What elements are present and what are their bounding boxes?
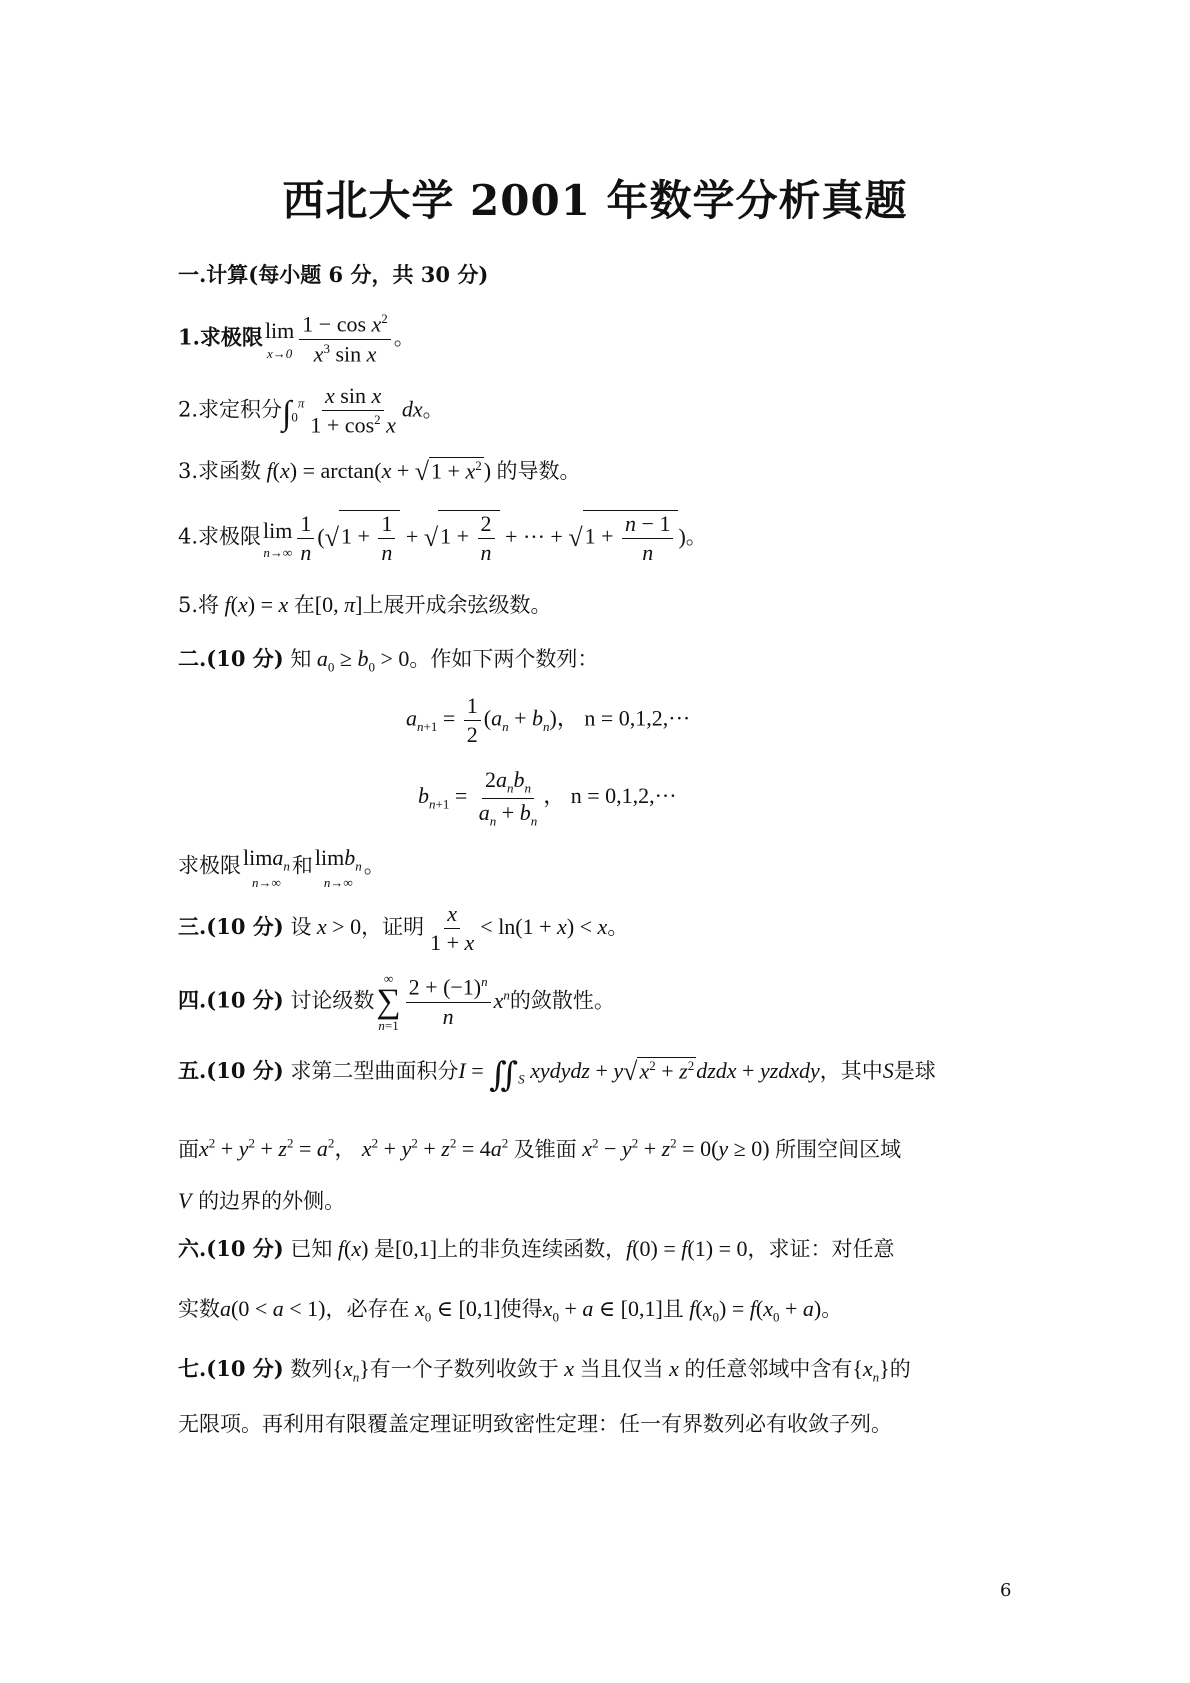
q5-tail: 上展开成余弦级数。 [362, 593, 552, 617]
question-2: 2.求定积分$\int_0^\pi$ $\frac{\text{x sin x}}{1 + \cos^2 x}$ dx。 [178, 383, 444, 438]
sec2-formula-b: $b_{n+1}$ = $\frac{2a_nb_n}{a_n + b_n}$ ， n = 0,1,2,··· [418, 767, 677, 829]
q1-fraction: $\frac{1 - \cos x^2}{x^3 \sin x}$ [299, 312, 391, 366]
sec3-end: 。 [607, 915, 629, 940]
sec5-line2-a: 面 [178, 1137, 199, 1162]
section-3-heading: 三.(10 分) [178, 914, 284, 940]
sec5-line2-c: 所围空间区域 [775, 1137, 902, 1162]
q2-fraction: $\frac{\text{x sin x}}{1 + \cos^2 x}$ [310, 383, 396, 438]
sec2-n-range-a: n = 0,1,2,··· [584, 705, 691, 731]
page-number: 6 [1000, 1580, 1012, 1601]
sec5-t2: ，其中 [819, 1059, 883, 1083]
section-5-line-3: V 的边界的外侧。 [178, 1188, 346, 1213]
q2-end: 。 [422, 397, 444, 422]
q4-lim: lim n→∞ [263, 517, 293, 560]
q1-label: 1.求极限 [178, 324, 263, 350]
sec7-t5: 的 [889, 1357, 911, 1381]
sec2-n-range-b: n = 0,1,2,··· [570, 783, 677, 809]
q2-label: 2.求定积分 [178, 397, 283, 422]
sec6-line2-b: ，必存在 [325, 1297, 410, 1321]
section-7-heading: 七.(10 分) [178, 1356, 284, 1381]
section-5-line-2: 面$x^2 + y^2 + z^2 = a^2$， $x^2 + y^2 + z^2 = 4a^2$ 及锥面 $x^2 - y^2 + z^2 = 0(y \ge 0)$ 所围空间区域 [178, 1136, 902, 1162]
q2-integral: $\int_0^\pi$ [282, 395, 305, 433]
sec6-t2: 是 [373, 1237, 395, 1261]
sec6-t4: ，求证：对任意 [747, 1237, 895, 1261]
sec2-intro: 知 [290, 647, 312, 671]
q3-tail: 的导数。 [496, 459, 581, 483]
sec5-line3: 的边界的外侧。 [198, 1189, 346, 1213]
q1-lim: lim x→0 [264, 318, 295, 361]
q3-formula: $f(x) = \arctan(x + √1 + x^2)$ [266, 457, 497, 486]
q4-label: 4.求极限 [178, 524, 262, 549]
question-5: 5.将 f(x) = x 在[0, π]上展开成余弦级数。 [178, 592, 552, 617]
sec6-line2-a: 实数 [178, 1297, 220, 1321]
sec2-ask: 求极限 lima$_n$ n→∞ 和 limb$_n$ n→∞ 。 [178, 845, 385, 890]
q5-mid: 在 [293, 593, 315, 617]
q1-end: 。 [393, 325, 415, 350]
sec3-t1: 设 [290, 915, 312, 940]
sec7-t1: 数列 [290, 1357, 333, 1381]
section-4-heading: 四.(10 分) [178, 987, 284, 1013]
sec5-t1: 求第二型曲面积分 [290, 1059, 459, 1083]
section-5-heading: 五.(10 分) [178, 1058, 284, 1083]
page-title: 西北大学 2001 年数学分析真题 [282, 176, 908, 225]
q4-end: 。 [685, 524, 707, 549]
sec6-t1: 已知 [290, 1237, 333, 1261]
section-7-line-2: 无限项。再利用有限覆盖定理证明致密性定理：任一有界数列必有收敛子列。 [178, 1412, 892, 1436]
sec5-line2-b: 及锥面 [513, 1137, 577, 1162]
sec6-t3: 上的非负连续函数， [437, 1237, 627, 1261]
sec2-end: 。 [363, 853, 385, 878]
section-5: 五.(10 分) 求第二型曲面积分$I = ∬_S$ xydydz + $y√x^2$ + $z^2dzdx$ + yzdxdy，其中S是球 [178, 1057, 936, 1094]
sec7-t2: 有一个子数列收敛于 [369, 1357, 559, 1381]
question-3 [178, 456, 581, 487]
section-2-heading: 二.(10 分) [178, 646, 284, 671]
sec2-intro2: 。作如下两个数列： [409, 647, 599, 671]
question-1 [178, 312, 415, 366]
section-2: 二.(10 分) 知 $a_0 \ge b_0 > 0$。作如下两个数列： [178, 646, 599, 675]
section-6-heading: 六.(10 分) [178, 1236, 284, 1261]
section-4: 四.(10 分) 讨论级数 ∞ ∑ n=1 $\frac{2 + (-1)^n}{n}$ $x^n$的敛散性。 [178, 971, 615, 1033]
sec7-t4: 的任意邻域中含有 [684, 1357, 853, 1381]
question-4: 4.求极限 lim n→∞ $\frac{1}{n}$ (√1 + $\frac{1}{n}$ + √1 + $\frac{2}{n}$ + ··· + √1 + $\frac{n - 1}{n}$ )。 [178, 510, 707, 566]
section-6-line-2: 实数a(0 < a < 1)，必存在 $x_0$ ∈ [0,1]使得$x_0 + a$ ∈ [0,1]且 $f(x_0) = f(x_0 + a)$。 [178, 1296, 843, 1325]
section-7: 七.(10 分) 数列$\{x_n\}$有一个子数列收敛于 x 当且仅当 x 的任意邻域中含有$\{x_n\}$的 [178, 1356, 911, 1385]
q5-label: 5.将 [178, 593, 220, 617]
sec6-end: 。 [821, 1297, 843, 1321]
sec3-t2: ，证明 [361, 915, 425, 940]
section-1-heading: 一.计算(每小题 6 分，共 30 分) [178, 262, 489, 287]
sec6-line2-c: 使得 [500, 1297, 543, 1321]
q3-label: 3.求函数 [178, 459, 262, 483]
sec2-formula-a: $a_{n+1}$ = $\frac{1}{2}$ $(a_n + b_n)$， n = 0,1,2,··· [406, 693, 691, 748]
sec2-and: 和 [291, 853, 313, 878]
sec2-ask-label: 求极限 [178, 853, 241, 878]
section-6: 六.(10 分) 已知 f(x) 是[0,1]上的非负连续函数，f(0) = f(1) = 0，求证：对任意 [178, 1236, 895, 1261]
sec4-t2: 的敛散性。 [509, 988, 615, 1013]
q4-sum: (√1 + $\frac{1}{n}$ + √1 + $\frac{2}{n}$ + ··· + √1 + $\frac{n - 1}{n}$ ) [317, 511, 686, 566]
section-3: 三.(10 分) 设 x > 0，证明 $\frac{x}{1 + x}$ < ln(1 + x) < x。 [178, 901, 629, 956]
sec5-t3: 是球 [893, 1059, 936, 1083]
sec6-line2-d: 且 [662, 1297, 684, 1321]
sec4-t1: 讨论级数 [290, 988, 375, 1013]
sec7-t3: 当且仅当 [579, 1357, 664, 1381]
